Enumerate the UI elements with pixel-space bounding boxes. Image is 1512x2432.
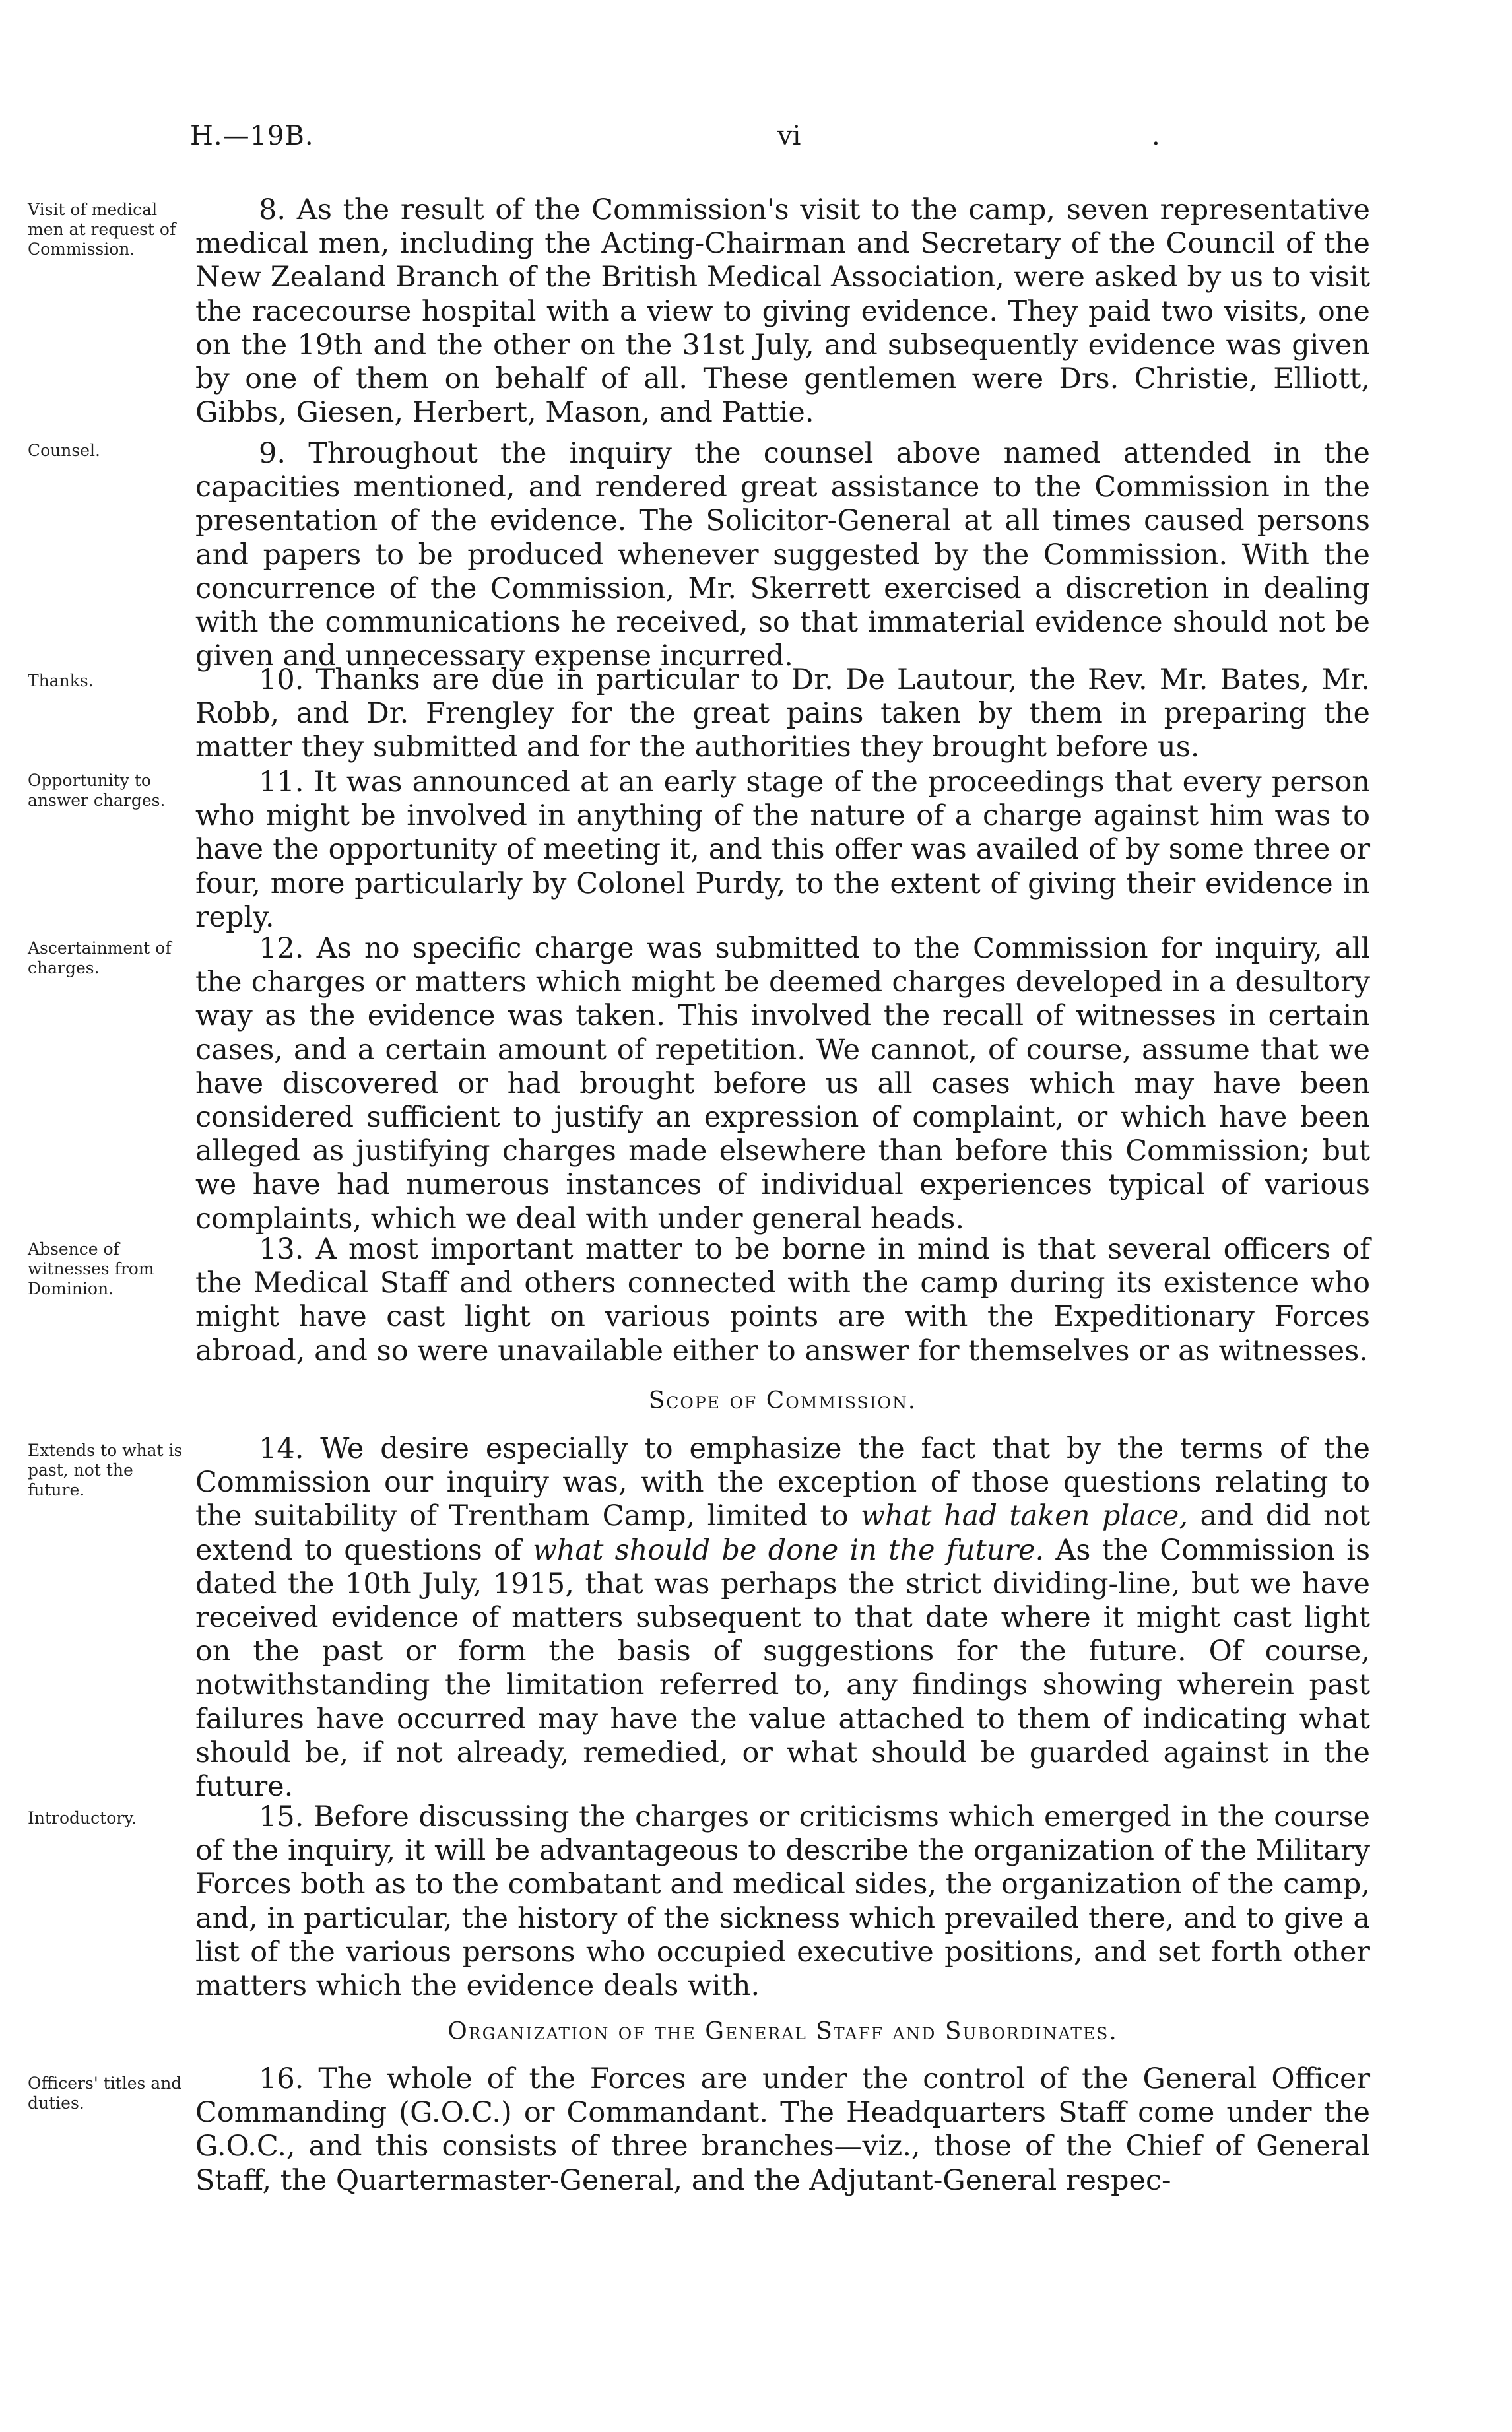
- paragraph-14-part-b: and did not extend to questions of: [195, 1499, 1370, 1567]
- paragraph-13: [195, 1233, 1370, 1368]
- margin-note-visit: Visit of medical men at request of Commission.: [28, 200, 176, 259]
- page-number: vi: [777, 121, 801, 151]
- paragraph-12-text: 12. As no specific charge was submitted to the Commission for inquiry, all the charges or matters which might be deemed charges developed in a desultory way as the evidence was taken. This involved the recall of witnesses in certain cases, and a certain amount of repetition. We cannot, of course, assume that we have discovered or had brought before us all cases which may have been considered sufficient to justify an expression of complaint, or which have been alleged as justifying charges made elsewhere than before this Commission; but we have had numerous instances of individual experiences typical of various complaints, which we deal with under general heads.: [195, 932, 1370, 1235]
- paragraph-14-emphasis-past: what had taken place,: [861, 1499, 1189, 1533]
- section-heading-organization: Organization of the General Staff and Subordinates.: [447, 2018, 1118, 2045]
- paragraph-15: [195, 1800, 1370, 2003]
- margin-note-counsel: Counsel.: [28, 441, 100, 460]
- paragraph-12: [195, 932, 1370, 1236]
- paragraph-10: [195, 663, 1370, 765]
- paragraph-11-text: 11. It was announced at an early stage of the proceedings that every person who might be involved in anything of the nature of a charge against him was to have the opportunity of meeting it, and this offer was availed of by some three or four, more particularly by Colonel Purdy, to the extent of giving their evidence in reply.: [195, 766, 1370, 934]
- margin-note-extends: Extends to what is past, not the future.: [28, 1441, 183, 1499]
- paragraph-16-text: 16. The whole of the Forces are under the control of the General Officer Commanding (G.O.C.) or Commandant. The Headquarters Staff come under the G.O.C., and this consists of three branches—viz., those of the Chief of General Staff, the Quartermaster-General, and the Adjutant-General respec-: [195, 2062, 1370, 2197]
- page-header: [0, 121, 1512, 160]
- paragraph-10-text: 10. Thanks are due in particular to Dr. De Lautour, the Rev. Mr. Bates, Mr. Robb, and Dr. Frengley for the great pains taken by them in preparing the matter they submitted and for the authorities they brought before us.: [195, 663, 1370, 764]
- paragraph-14-text: [195, 1432, 1370, 1804]
- paragraph-11: [195, 766, 1370, 935]
- margin-note-opportunity: Opportunity to answer charges.: [28, 771, 166, 810]
- document-reference: H.—19B.: [190, 121, 314, 151]
- paragraph-16: [195, 2062, 1370, 2198]
- margin-note-thanks: Thanks.: [28, 671, 94, 690]
- paragraph-15-text: 15. Before discussing the charges or criticisms which emerged in the course of the inquiry, it will be advantageous to describe the organization of the Military Forces both as to the combatant and medical sides, the organization of the camp, and, in particular, the history of the sickness which prevailed there, and to give a list of the various persons who occupied executive positions, and set forth other matters which the evidence deals with.: [195, 1800, 1370, 2003]
- paragraph-14: [195, 1432, 1370, 1804]
- paragraph-13-text: 13. A most important matter to be borne in mind is that several officers of the Medical Staff and others connected with the camp during its existence who might have cast light on various points are with the Expeditionary Forces abroad, and so were unavailable either to answer for themselves or as witnesses.: [195, 1233, 1370, 1367]
- paragraph-14-emphasis-future: what should be done in the future.: [533, 1533, 1045, 1567]
- section-heading-scope: Scope of Commission.: [648, 1387, 917, 1414]
- margin-note-introductory: Introductory.: [28, 1808, 137, 1827]
- paragraph-9-text: 9. Throughout the inquiry the counsel above named attended in the capacities mentioned, and rendered great assistance to the Commission in the presentation of the evidence. The Solicitor-General at all times caused persons and papers to be produced whenever suggested by the Commission. With the concurrence of the Commission, Mr. Skerrett exercised a discretion in dealing with the communications he received, so that immaterial evidence should not be given and unnecessary expense incurred.: [195, 437, 1370, 673]
- paragraph-8: [195, 193, 1370, 430]
- paragraph-14-part-a: 14. We desire especially to emphasize the fact that by the terms of the Commission our inquiry was, with the exception of those questions relating to the suitability of Trentham Camp, limited to: [195, 1432, 1370, 1533]
- header-mark: .: [1152, 121, 1160, 151]
- margin-note-officers: Officers' titles and duties.: [28, 2074, 182, 2113]
- paragraph-14-part-c: As the Commission is dated the 10th July, 1915, that was perhaps the strict dividing-line, but we have received evidence of matters subsequent to that date where it might cast light on the past or form the basis of suggestions for the future. Of course, notwithstanding the limitation referred to, any findings showing wherein past failures have occurred may have the value attached to them of indicating what should be, if not already, remedied, or what should be guarded against in the future.: [195, 1533, 1371, 1804]
- paragraph-8-text: 8. As the result of the Commission's visit to the camp, seven representative medical men, including the Acting-Chairman and Secretary of the Council of the New Zealand Branch of the British Medical Association, were asked by us to visit the racecourse hospital with a view to giving evidence. They paid two visits, one on the 19th and the other on the 31st July, and subsequently evidence was given by one of them on behalf of all. These gentlemen were Drs. Christie, Elliott, Gibbs, Giesen, Herbert, Mason, and Pattie.: [195, 193, 1370, 430]
- margin-note-ascertainment: Ascertainment of charges.: [28, 938, 172, 977]
- paragraph-9: [195, 437, 1370, 673]
- margin-note-absence: Absence of witnesses from Dominion.: [28, 1239, 154, 1298]
